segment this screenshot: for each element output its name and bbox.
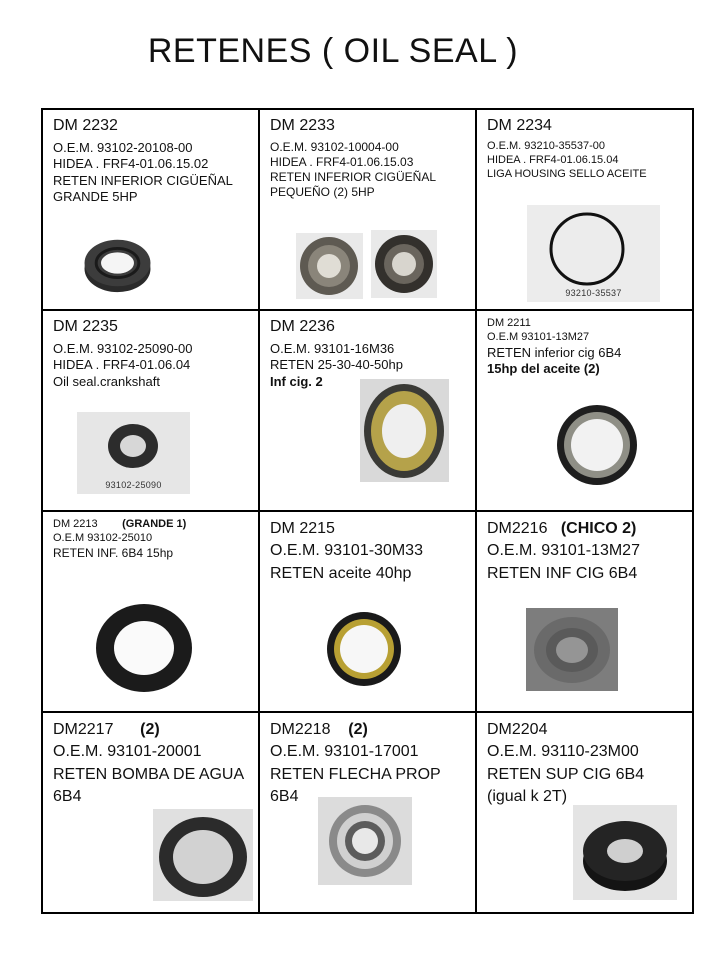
catalog-row bbox=[42, 310, 693, 511]
oil-seal-photo bbox=[77, 412, 190, 494]
part-description: RETEN SUP CIG 6B4 (igual k 2T) bbox=[487, 765, 645, 806]
part-description: RETEN INF CIG 6B4 bbox=[487, 564, 638, 582]
catalog-cell-dm2236 bbox=[259, 310, 476, 511]
hidea-number: HIDEA . FRF4-01.06.15.03 bbox=[270, 155, 414, 169]
oem-number: O.E.M. 93101-13M27 bbox=[487, 542, 640, 560]
oem-number: O.E.M. 93110-23M00 bbox=[487, 743, 639, 761]
part-description: RETEN 25-30-40-50hp bbox=[270, 357, 403, 373]
part-code: DM2217 bbox=[53, 721, 114, 738]
oil-seal-photo bbox=[324, 604, 404, 694]
o-ring-photo bbox=[527, 205, 660, 302]
catalog-cell-dm2235 bbox=[42, 310, 259, 511]
part-code: DM 2235 bbox=[53, 318, 118, 335]
oil-seal-catalog-grid bbox=[41, 108, 694, 914]
oil-seal-photo bbox=[318, 797, 412, 885]
catalog-cell-dm2216 bbox=[476, 511, 693, 712]
part-note: Inf cig. 2 bbox=[270, 373, 323, 389]
part-description: RETEN aceite 40hp bbox=[270, 564, 412, 582]
part-code: DM2216 bbox=[487, 520, 548, 537]
part-description: RETEN inferior cig 6B4 bbox=[487, 344, 622, 360]
part-code: DM 2215 bbox=[270, 520, 335, 537]
part-description: LIGA HOUSING SELLO ACEITE bbox=[487, 167, 647, 180]
part-number-label: 93210-35537 bbox=[565, 288, 622, 298]
oem-number: O.E.M. 93102-25090-00 bbox=[53, 341, 193, 356]
part-note: 15hp del aceite (2) bbox=[487, 360, 600, 376]
oem-number: O.E.M. 93101-16M36 bbox=[270, 341, 395, 356]
catalog-cell-dm2211 bbox=[476, 310, 693, 511]
quantity-note: (2) bbox=[348, 721, 368, 738]
part-code-line bbox=[487, 518, 684, 540]
hidea-number: HIDEA . FRF4-01.06.15.02 bbox=[53, 156, 209, 172]
part-code: DM 2213 bbox=[53, 518, 98, 530]
oil-seal-photo bbox=[371, 230, 437, 298]
oem-number: O.E.M. 93101-20001 bbox=[53, 743, 202, 761]
oem-number: O.E.M 93102-25010 bbox=[53, 531, 153, 544]
catalog-cell-dm2234 bbox=[476, 109, 693, 310]
oil-seal-photo bbox=[69, 226, 166, 300]
oil-seal-photo bbox=[296, 233, 363, 299]
oem-number: O.E.M. 93102-20108-00 bbox=[53, 140, 193, 155]
oil-seal-photo bbox=[89, 598, 199, 696]
oil-seal-photo bbox=[153, 809, 253, 901]
part-code-line bbox=[53, 518, 250, 532]
part-description: RETEN INF. 6B4 15hp bbox=[53, 545, 174, 560]
catalog-cell-dm2215 bbox=[259, 511, 476, 712]
part-description: Oil seal.crankshaft bbox=[53, 373, 160, 389]
part-code-line bbox=[270, 719, 467, 741]
part-description: RETEN FLECHA PROP 6B4 bbox=[270, 765, 441, 806]
catalog-cell-dm2218 bbox=[259, 712, 476, 913]
part-description: RETEN BOMBA DE AGUA 6B4 bbox=[53, 765, 244, 806]
catalog-cell-dm2204 bbox=[476, 712, 693, 913]
hidea-number: HIDEA . FRF4-01.06.04 bbox=[53, 357, 191, 373]
catalog-cell-dm2213 bbox=[42, 511, 259, 712]
catalog-row bbox=[42, 712, 693, 913]
part-code: DM2218 bbox=[270, 721, 331, 738]
size-note: (CHICO 2) bbox=[560, 520, 637, 537]
oem-number: O.E.M 93101-13M27 bbox=[487, 330, 590, 343]
page-title: RETENES ( OIL SEAL ) bbox=[147, 32, 519, 70]
oem-number: O.E.M. 93102-10004-00 bbox=[270, 140, 399, 154]
part-code: DM2204 bbox=[487, 721, 548, 738]
catalog-cell-dm2217 bbox=[42, 712, 259, 913]
part-description: RETEN INFERIOR CIGÜEÑAL GRANDE 5HP bbox=[53, 172, 233, 204]
catalog-cell-dm2233 bbox=[259, 109, 476, 310]
oil-seal-photo bbox=[360, 379, 449, 482]
catalog-cell-dm2232 bbox=[42, 109, 259, 310]
part-number-label: 93102-25090 bbox=[105, 480, 162, 490]
hidea-number: HIDEA . FRF4-01.06.15.04 bbox=[487, 153, 619, 166]
quantity-note: (2) bbox=[140, 721, 160, 738]
size-note: (GRANDE 1) bbox=[122, 518, 187, 530]
part-code: DM 2234 bbox=[487, 117, 552, 134]
oem-number: O.E.M. 93101-17001 bbox=[270, 743, 419, 761]
oem-number: O.E.M. 93101-30M33 bbox=[270, 542, 423, 560]
catalog-row bbox=[42, 511, 693, 712]
part-description: RETEN INFERIOR CIGÜEÑAL PEQUEÑO (2) 5HP bbox=[270, 170, 436, 199]
catalog-row bbox=[42, 109, 693, 310]
oil-seal-photo bbox=[573, 805, 677, 900]
oil-seal-photo bbox=[526, 608, 618, 691]
part-code: DM 2232 bbox=[53, 117, 118, 134]
part-code: DM 2236 bbox=[270, 318, 335, 335]
oem-number: O.E.M. 93210-35537-00 bbox=[487, 140, 606, 152]
part-code: DM 2211 bbox=[487, 317, 531, 329]
part-code: DM 2233 bbox=[270, 117, 335, 134]
oil-seal-photo bbox=[547, 399, 647, 489]
part-code-line bbox=[53, 719, 250, 741]
